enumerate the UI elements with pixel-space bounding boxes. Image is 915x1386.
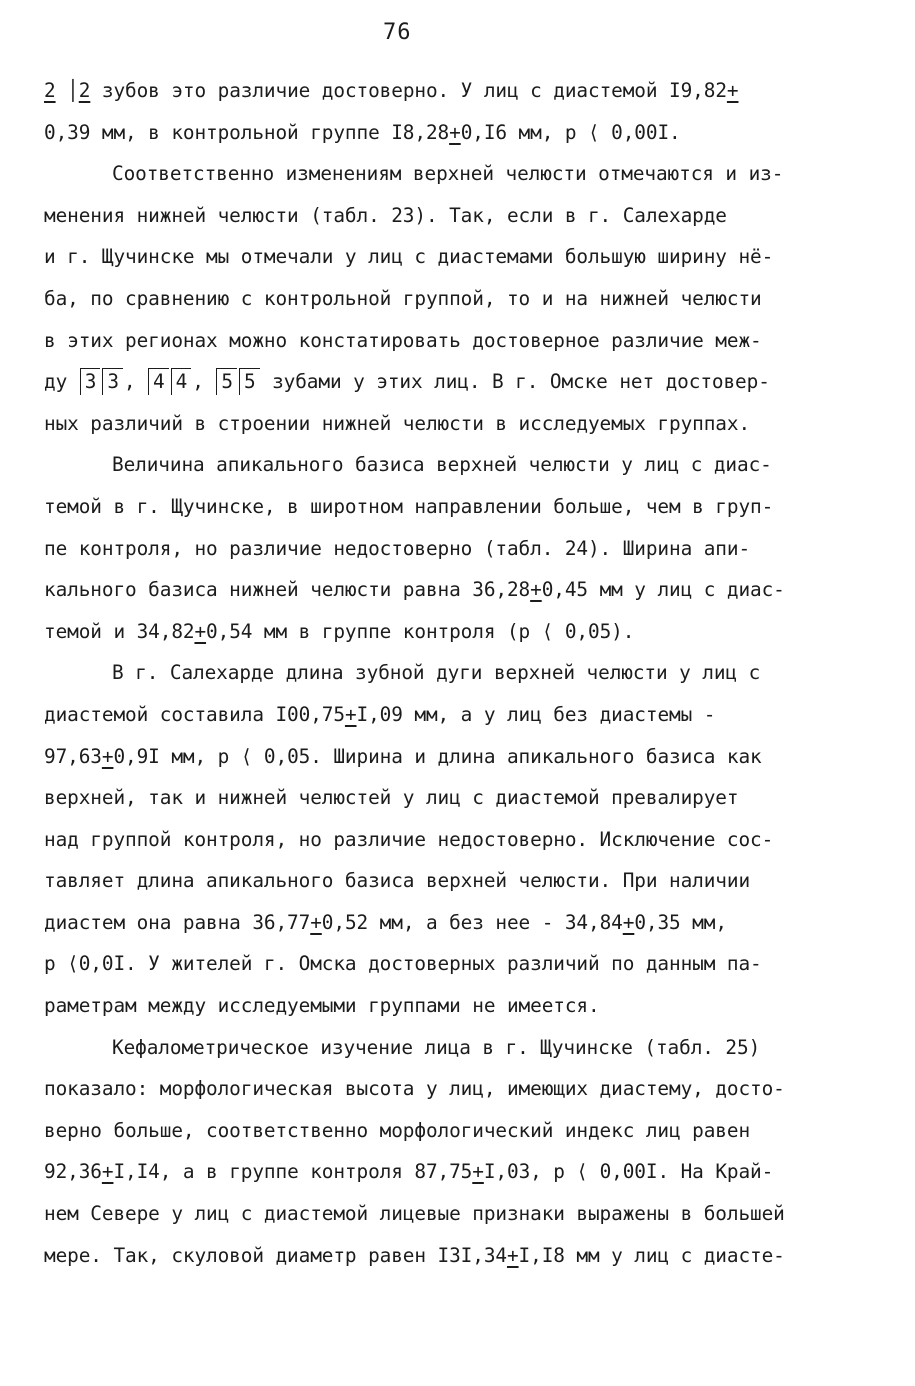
text-run: ду xyxy=(44,370,79,394)
text-run: показало: морфологическая высота у лиц, имеющих диастему, досто- xyxy=(44,1077,785,1101)
text-line xyxy=(44,195,880,237)
text-run: 0,54 мм в группе контроля (р ⟨ 0,05). xyxy=(206,619,635,643)
text-run: в этих регионах можно констатировать достоверное различие меж- xyxy=(44,328,762,352)
text-line xyxy=(44,860,880,902)
text-line xyxy=(44,70,880,112)
text-line xyxy=(44,1193,880,1235)
text-run: + xyxy=(194,619,207,643)
text-run: + xyxy=(622,910,635,934)
text-line xyxy=(44,278,880,320)
text-run: + xyxy=(101,1160,114,1184)
text-line xyxy=(44,403,880,445)
text-run: Соответственно изменениям верхней челюсти отмечаются и из- xyxy=(112,162,784,186)
text-run: раметрам между исследуемыми группами не имеется. xyxy=(44,994,600,1018)
text-line xyxy=(44,153,880,195)
text-run: кального базиса нижней челюсти равна 36,28 xyxy=(44,578,531,602)
text-run: I,I4, а в группе контроля 87,75 xyxy=(113,1160,473,1184)
text-run: 0,45 мм у лиц с диас- xyxy=(541,578,785,602)
text-run: верно больше, соответственно морфологический индекс лиц равен xyxy=(44,1118,751,1142)
text-run: + xyxy=(472,1160,484,1184)
text-line xyxy=(44,819,880,861)
text-line xyxy=(44,652,880,694)
text-run: зубами у этих лиц. В г. Омске нет достовер- xyxy=(260,370,770,394)
text-run: и г. Щучинске мы отмечали у лиц с диастемами большую ширину нё- xyxy=(44,245,774,269)
text-run: 92,36 xyxy=(44,1160,102,1184)
text-run: 2 xyxy=(78,79,91,102)
text-line xyxy=(44,236,880,278)
tooth-formula-box: 3 xyxy=(102,368,123,395)
text-line xyxy=(44,1068,880,1110)
text-line xyxy=(44,777,880,819)
text-line xyxy=(44,486,880,528)
text-line xyxy=(44,902,880,944)
tooth-formula-box: 3 xyxy=(80,368,101,395)
text-run: 2 xyxy=(44,79,56,102)
page-number: 76 xyxy=(383,20,412,45)
text-run: р ⟨0,0I. У жителей г. Омска достоверных различий по данным па- xyxy=(44,952,762,976)
text-run: I,03, р ⟨ 0,00I. На Край- xyxy=(483,1160,774,1184)
text-run: мере. Так, скуловой диаметр равен I3I,34 xyxy=(44,1243,507,1267)
text-line xyxy=(44,694,880,736)
text-line xyxy=(44,361,880,403)
text-line xyxy=(44,611,880,653)
text-run: над группой контроля, но различие недостоверно. Исключение сос- xyxy=(44,827,774,851)
text-run: 0,39 мм, в контрольной группе I8,28 xyxy=(44,120,450,144)
text-run: В г. Салехарде длина зубной дуги верхней челюсти у лиц с xyxy=(112,661,761,685)
text-run: + xyxy=(449,120,461,144)
text-line xyxy=(44,736,880,778)
text-line xyxy=(44,1151,880,1193)
text-run: зубов это различие достоверно. У лиц с диастемой I9,82 xyxy=(90,79,727,102)
tooth-formula-box: 5 xyxy=(239,368,260,395)
text-run: + xyxy=(506,1243,519,1267)
body-text xyxy=(44,70,880,1276)
text-run: 0,9I мм, р ⟨ 0,05. Ширина и длина апикального базиса как xyxy=(113,744,762,768)
text-line xyxy=(44,943,880,985)
text-line xyxy=(44,528,880,570)
text-run: ба, по сравнению с контрольной группой, то и на нижней челюсти xyxy=(44,286,762,310)
text-line xyxy=(44,1110,880,1152)
text-run: + xyxy=(344,702,357,726)
text-run: + xyxy=(530,578,542,602)
text-line xyxy=(44,444,880,486)
text-line xyxy=(44,569,880,611)
text-run: тавляет длина апикального базиса верхней челюсти. При наличии xyxy=(44,869,751,893)
text-run: + xyxy=(101,744,114,768)
text-run: , xyxy=(123,370,148,394)
text-run: + xyxy=(726,79,739,102)
text-run: темой в г. Щучинске, в широтном направлении больше, чем в груп- xyxy=(44,494,774,518)
text-run: менения нижней челюсти (табл. 23). Так, если в г. Салехарде xyxy=(44,203,727,227)
text-run: + xyxy=(310,910,322,934)
text-run: 0,52 мм, а без нее - 34,84 xyxy=(321,910,623,934)
text-run: 97,63 xyxy=(44,744,102,768)
text-line xyxy=(44,985,880,1027)
text-run: верхней, так и нижней челюстей у лиц с диастемой превалирует xyxy=(44,786,739,810)
text-run: ных различий в строении нижней челюсти в исследуемых группах. xyxy=(44,411,751,435)
text-run: 0,35 мм, xyxy=(634,910,727,934)
tooth-formula-box: 4 xyxy=(171,368,192,395)
text-run: , xyxy=(192,370,216,394)
text-line xyxy=(44,320,880,362)
text-run: нем Севере у лиц с диастемой лицевые признаки выражены в большей xyxy=(44,1202,785,1226)
text-run: I,I8 мм у лиц с диасте- xyxy=(518,1243,785,1267)
tooth-formula-box: 5 xyxy=(216,368,237,395)
text-run: I,09 мм, а у лиц без диастемы - xyxy=(356,702,716,726)
text-line xyxy=(44,112,880,154)
text-run: Величина апикального базиса верхней челюсти у лиц с диас- xyxy=(112,453,772,477)
text-line xyxy=(44,1027,880,1069)
text-run: диастем она равна 36,77 xyxy=(44,910,311,934)
text-run: пе контроля, но различие недостоверно (табл. 24). Ширина апи- xyxy=(44,536,751,560)
text-run: темой и 34,82 xyxy=(44,619,195,643)
tooth-formula-box: 4 xyxy=(148,368,169,395)
text-run: Кефалометрическое изучение лица в г. Щучинске (табл. 25) xyxy=(112,1035,761,1059)
text-run: │ xyxy=(55,79,79,102)
text-run: 0,I6 мм, р ⟨ 0,00I. xyxy=(460,120,681,144)
text-run: диастемой составила I00,75 xyxy=(44,702,345,726)
text-line xyxy=(44,1235,880,1277)
